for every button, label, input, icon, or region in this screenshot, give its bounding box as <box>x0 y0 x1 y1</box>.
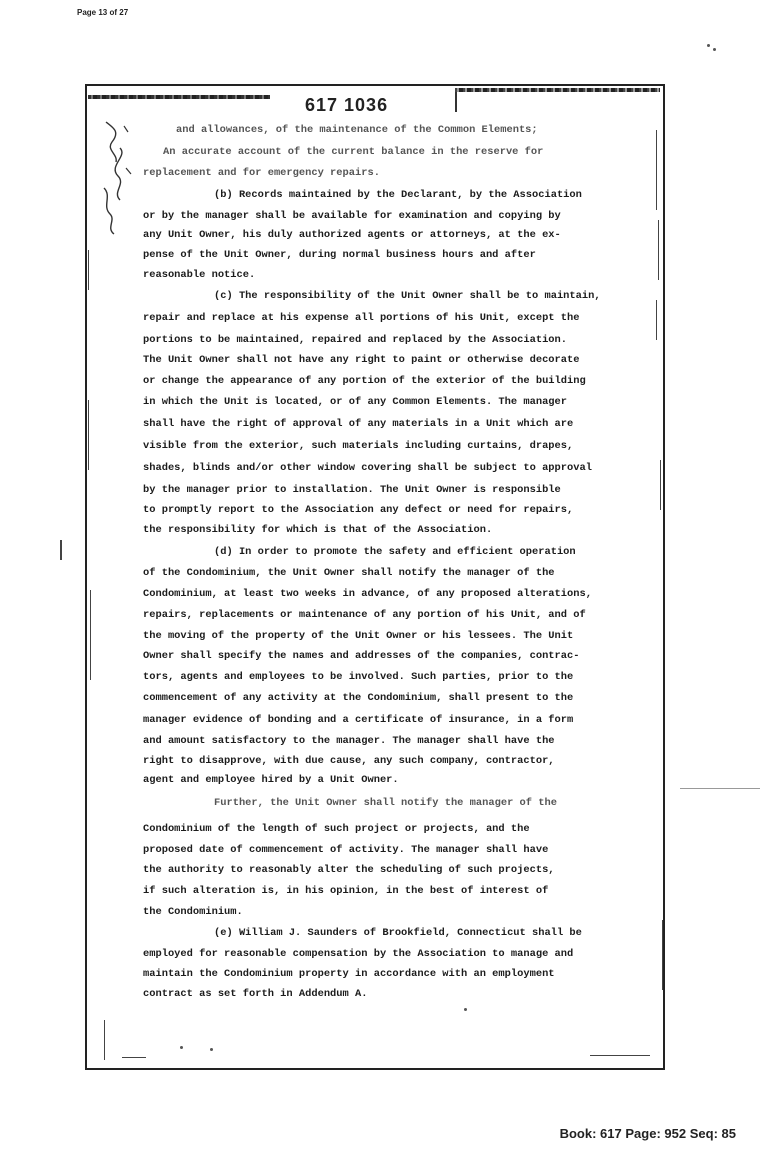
footer-book-reference <box>560 1126 736 1141</box>
text-line: contract as set forth in Addendum A. <box>143 988 368 1000</box>
text-line: tors, agents and employees to be involved. Such parties, prior to the <box>143 671 574 683</box>
page-value: 952 <box>664 1126 687 1141</box>
text-line: by the manager prior to installation. The Unit Owner is responsible <box>143 484 561 496</box>
text-line: right to disapprove, with due cause, any such company, contractor, <box>143 755 555 767</box>
text-line: reasonable notice. <box>143 269 256 281</box>
text-line: agent and employee hired by a Unit Owner. <box>143 774 399 786</box>
book-value: 617 <box>600 1126 622 1141</box>
text-line: the Condominium. <box>143 906 243 918</box>
margin-mark <box>656 130 657 210</box>
margin-mark <box>88 400 89 470</box>
page-indicator: Page 13 of 27 <box>77 8 129 17</box>
text-line: Condominium, at least two weeks in advance, of any proposed alterations, <box>143 588 592 600</box>
text-line: portions to be maintained, repaired and replaced by the Association. <box>143 334 568 346</box>
text-line: proposed date of commencement of activity. The manager shall have <box>143 844 549 856</box>
scan-artifact-bar <box>88 95 270 99</box>
text-line: (c) The responsibility of the Unit Owner shall be to maintain, <box>214 290 601 302</box>
text-line: Condominium of the length of such project or projects, and the <box>143 823 530 835</box>
text-line: The Unit Owner shall not have any right to paint or otherwise decorate <box>143 354 580 366</box>
seq-label: Seq: <box>689 1126 718 1141</box>
text-line: manager evidence of bonding and a certificate of insurance, in a form <box>143 714 574 726</box>
scan-speck <box>464 1008 467 1011</box>
margin-mark <box>656 300 657 340</box>
text-line: or change the appearance of any portion of the exterior of the building <box>143 375 586 387</box>
text-line: maintain the Condominium property in accordance with an employment <box>143 968 555 980</box>
scan-speck <box>210 1048 213 1051</box>
text-line: shades, blinds and/or other window covering shall be subject to approval <box>143 462 592 474</box>
margin-mark <box>680 788 760 789</box>
handwritten-margin-note <box>98 118 136 236</box>
text-line: (d) In order to promote the safety and efficient operation <box>214 546 576 558</box>
text-line: the moving of the property of the Unit Owner or his lessees. The Unit <box>143 630 574 642</box>
text-line: employed for reasonable compensation by the Association to manage and <box>143 948 574 960</box>
text-line: Owner shall specify the names and addresses of the companies, contrac- <box>143 650 580 662</box>
scan-artifact-bar <box>455 88 660 92</box>
margin-mark <box>658 220 659 280</box>
text-line: the responsibility for which is that of the Association. <box>143 524 493 536</box>
text-line: of the Condominium, the Unit Owner shall notify the manager of the <box>143 567 555 579</box>
seq-value: 85 <box>721 1126 736 1141</box>
scan-speck <box>180 1046 183 1049</box>
text-line: or by the manager shall be available for examination and copying by <box>143 210 561 222</box>
margin-mark <box>122 1057 146 1058</box>
text-line: any Unit Owner, his duly authorized agents or attorneys, at the ex- <box>143 229 561 241</box>
margin-mark <box>90 590 91 680</box>
margin-mark <box>60 540 62 560</box>
text-line: shall have the right of approval of any materials in a Unit which are <box>143 418 574 430</box>
text-line: (b) Records maintained by the Declarant, by the Association <box>214 189 582 201</box>
margin-mark <box>660 460 661 510</box>
page-label: Page: <box>625 1126 661 1141</box>
text-line: visible from the exterior, such materials including curtains, drapes, <box>143 440 574 452</box>
book-label: Book: <box>559 1126 597 1141</box>
text-line: if such alteration is, in his opinion, in the best of interest of <box>143 885 549 897</box>
text-line: pense of the Unit Owner, during normal business hours and after <box>143 249 536 261</box>
text-line: and amount satisfactory to the manager. The manager shall have the <box>143 735 555 747</box>
text-line: to promptly report to the Association any defect or need for repairs, <box>143 504 574 516</box>
scan-artifact-tick <box>455 92 457 112</box>
scan-speck <box>707 44 710 47</box>
text-line: repair and replace at his expense all portions of his Unit, except the <box>143 312 580 324</box>
text-line: in which the Unit is located, or of any Common Elements. The manager <box>143 396 568 408</box>
text-line: repairs, replacements or maintenance of any portion of his Unit, and of <box>143 609 586 621</box>
text-line: the authority to reasonably alter the scheduling of such projects, <box>143 864 555 876</box>
text-line: commencement of any activity at the Condominium, shall present to the <box>143 692 574 704</box>
book-page-stamp: 617 1036 <box>305 95 389 115</box>
margin-mark <box>88 250 89 290</box>
text-line: An accurate account of the current balance in the reserve for <box>163 146 544 158</box>
text-line: and allowances, of the maintenance of the Common Elements; <box>176 124 538 136</box>
margin-mark <box>662 920 663 990</box>
text-line: Further, the Unit Owner shall notify the manager of the <box>214 797 557 809</box>
text-line: replacement and for emergency repairs. <box>143 167 380 179</box>
margin-mark <box>590 1055 650 1056</box>
text-line: (e) William J. Saunders of Brookfield, Connecticut shall be <box>214 927 582 939</box>
scan-speck <box>713 48 716 51</box>
margin-mark <box>104 1020 105 1060</box>
